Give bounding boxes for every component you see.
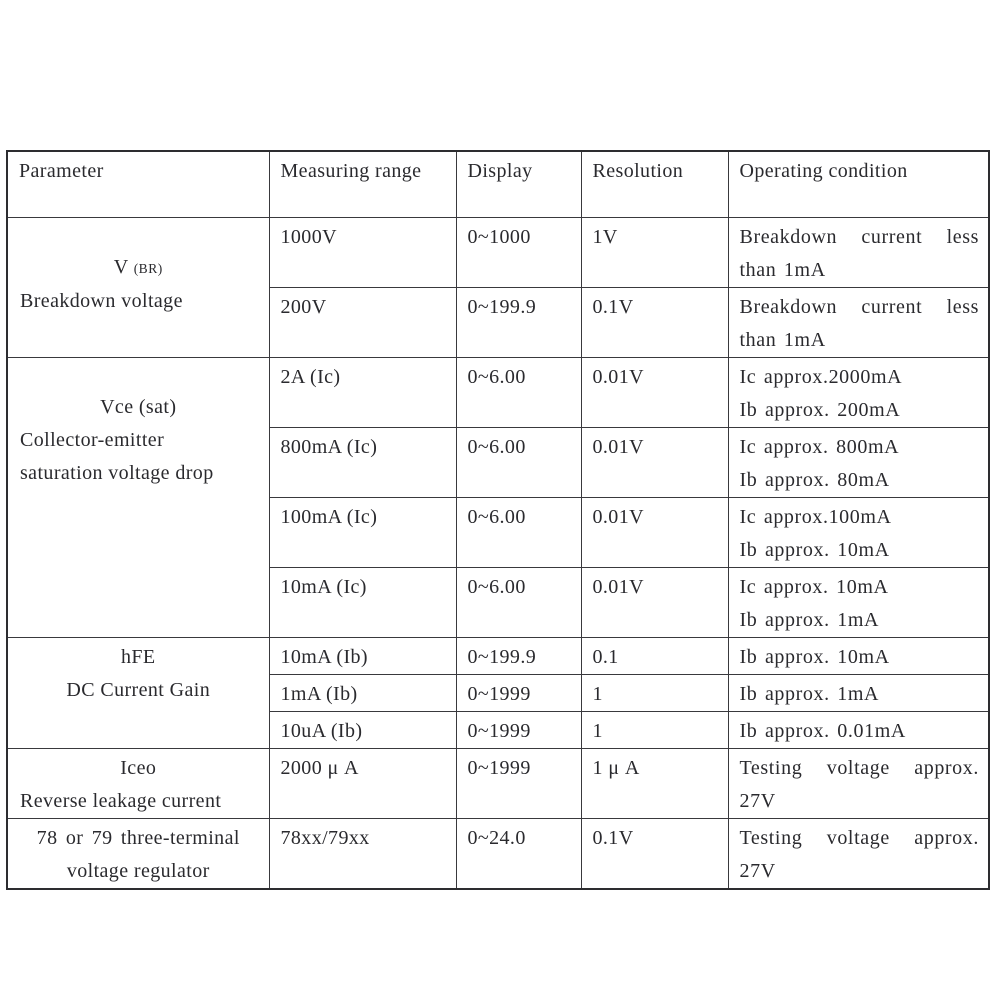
measuring-range-cell: 1mA (Ib) xyxy=(269,674,456,711)
condition-line: Ic approx.100mA xyxy=(739,505,892,528)
resolution-cell: 1V xyxy=(581,217,728,287)
parameter-line: saturation voltage drop xyxy=(20,461,214,484)
parameter-title-text: hFE xyxy=(120,645,156,668)
measuring-range-cell: 78xx/79xx xyxy=(269,818,456,889)
parameter-title xyxy=(14,641,263,674)
measuring-range-cell: 1000V xyxy=(269,217,456,287)
resolution-cell: 0.1V xyxy=(581,818,728,889)
parameter-cell xyxy=(7,637,269,748)
parameter-line: Breakdown voltage xyxy=(20,289,183,312)
spec-row xyxy=(7,357,989,427)
header-row xyxy=(7,151,989,217)
display-cell: 0~1999 xyxy=(456,748,581,818)
condition-line: Ib approx. 80mA xyxy=(739,468,890,491)
resolution-cell: 0.01V xyxy=(581,427,728,497)
measuring-range-cell: 10mA (Ib) xyxy=(269,637,456,674)
header-cell-operating-condition: Operating condition xyxy=(728,151,989,217)
display-cell: 0~6.00 xyxy=(456,497,581,567)
spec-row xyxy=(7,217,989,287)
measuring-range-cell: 10mA (Ic) xyxy=(269,567,456,637)
display-cell: 0~1999 xyxy=(456,711,581,748)
condition-line: Testing voltage approx. xyxy=(739,826,979,849)
parameter-line: voltage regulator xyxy=(66,859,210,882)
condition-line: Ic approx. 10mA xyxy=(739,575,889,598)
header-cell-resolution: Resolution xyxy=(581,151,728,217)
resolution-cell: 1 μ A xyxy=(581,748,728,818)
spec-row xyxy=(7,637,989,674)
operating-condition-cell xyxy=(728,818,989,889)
resolution-cell: 0.01V xyxy=(581,497,728,567)
parameter-title xyxy=(14,391,263,424)
display-cell: 0~6.00 xyxy=(456,427,581,497)
parameter-line: Collector-emitter xyxy=(20,428,165,451)
condition-line: Ib approx. 10mA xyxy=(739,645,890,668)
parameter-title-text: Iceo xyxy=(120,756,157,779)
spec-row xyxy=(7,818,989,889)
condition-line: than 1mA xyxy=(739,328,826,351)
parameter-title xyxy=(14,251,263,285)
display-cell: 0~199.9 xyxy=(456,287,581,357)
parameter-cell xyxy=(7,748,269,818)
condition-line: Breakdown current less xyxy=(739,295,979,318)
condition-line: Ib approx. 1mA xyxy=(739,608,880,631)
operating-condition-cell xyxy=(728,357,989,427)
measuring-range-cell: 2A (Ic) xyxy=(269,357,456,427)
header-cell-measuring-range: Measuring range xyxy=(269,151,456,217)
spec-table xyxy=(6,150,990,890)
display-cell: 0~6.00 xyxy=(456,567,581,637)
parameter-line: DC Current Gain xyxy=(66,678,211,701)
parameter-cell xyxy=(7,217,269,357)
header-cell-display: Display xyxy=(456,151,581,217)
parameter-title-text: 78 or 79 three-terminal xyxy=(36,826,240,849)
condition-line: Testing voltage approx. xyxy=(739,756,979,779)
condition-line: Ic approx. 800mA xyxy=(739,435,900,458)
display-cell: 0~24.0 xyxy=(456,818,581,889)
header-cell-parameter: Parameter xyxy=(7,151,269,217)
measuring-range-cell: 800mA (Ic) xyxy=(269,427,456,497)
spec-row xyxy=(7,748,989,818)
condition-line: Ib approx. 200mA xyxy=(739,398,901,421)
condition-line: 27V xyxy=(739,859,776,882)
parameter-cell xyxy=(7,818,269,889)
operating-condition-cell xyxy=(728,748,989,818)
display-cell: 0~6.00 xyxy=(456,357,581,427)
operating-condition-cell xyxy=(728,497,989,567)
resolution-cell: 1 xyxy=(581,711,728,748)
parameter-title-text: V xyxy=(113,255,129,278)
parameter-subscript: (BR) xyxy=(133,260,163,276)
condition-line: 27V xyxy=(739,789,776,812)
measuring-range-cell: 200V xyxy=(269,287,456,357)
condition-line: than 1mA xyxy=(739,258,826,281)
condition-line: Ic approx.2000mA xyxy=(739,365,903,388)
parameter-title xyxy=(14,822,263,855)
resolution-cell: 0.1V xyxy=(581,287,728,357)
operating-condition-cell xyxy=(728,287,989,357)
condition-line: Ib approx. 1mA xyxy=(739,682,880,705)
condition-line: Ib approx. 0.01mA xyxy=(739,719,906,742)
resolution-cell: 0.1 xyxy=(581,637,728,674)
display-cell: 0~1999 xyxy=(456,674,581,711)
condition-line: Ib approx. 10mA xyxy=(739,538,890,561)
measuring-range-cell: 10uA (Ib) xyxy=(269,711,456,748)
operating-condition-cell xyxy=(728,711,989,748)
operating-condition-cell xyxy=(728,637,989,674)
parameter-cell xyxy=(7,357,269,637)
operating-condition-cell xyxy=(728,567,989,637)
parameter-line: Reverse leakage current xyxy=(20,789,222,812)
condition-line: Breakdown current less xyxy=(739,225,979,248)
operating-condition-cell xyxy=(728,674,989,711)
parameter-title xyxy=(14,752,263,785)
parameter-title-text: Vce (sat) xyxy=(100,395,177,418)
operating-condition-cell xyxy=(728,427,989,497)
resolution-cell: 0.01V xyxy=(581,357,728,427)
resolution-cell: 0.01V xyxy=(581,567,728,637)
resolution-cell: 1 xyxy=(581,674,728,711)
measuring-range-cell: 100mA (Ic) xyxy=(269,497,456,567)
operating-condition-cell xyxy=(728,217,989,287)
display-cell: 0~1000 xyxy=(456,217,581,287)
measuring-range-cell: 2000 μ A xyxy=(269,748,456,818)
display-cell: 0~199.9 xyxy=(456,637,581,674)
